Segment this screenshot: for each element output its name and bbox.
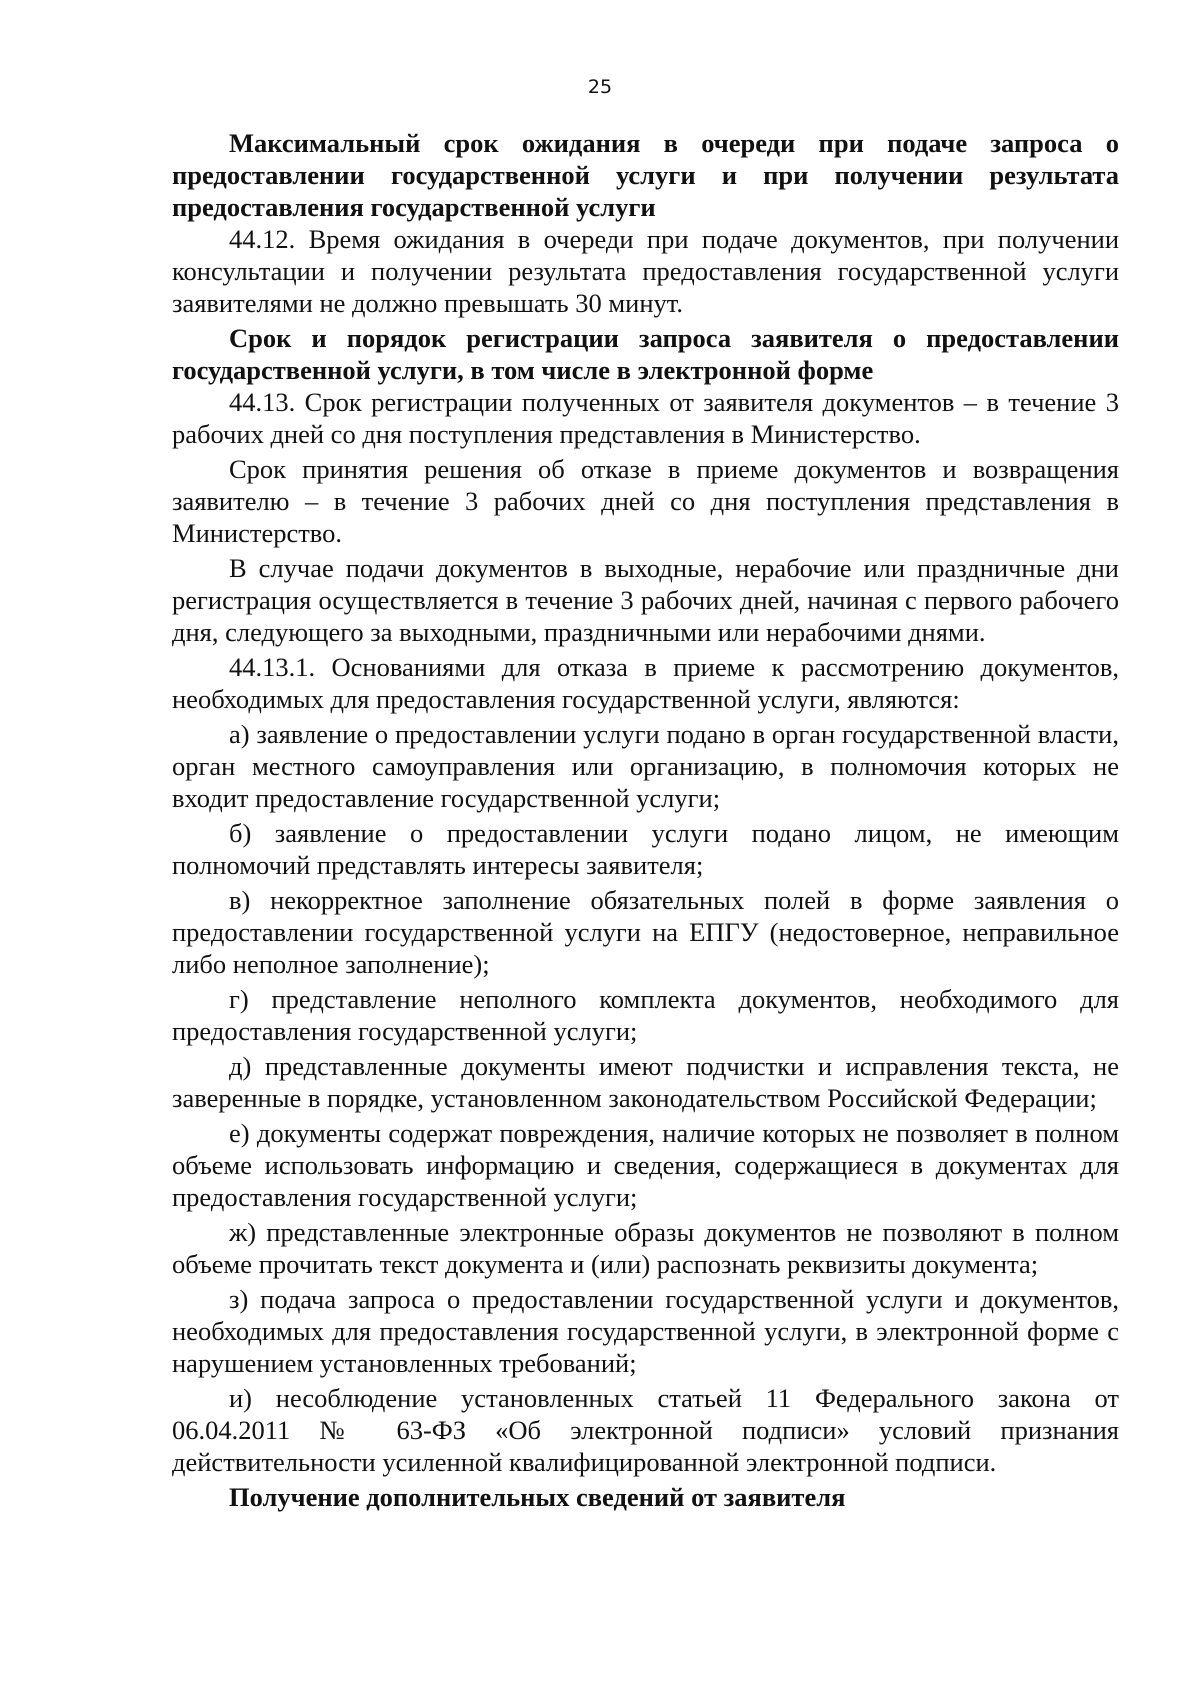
page-number: 25 bbox=[587, 76, 613, 98]
paragraph-44-12: 44.12. Время ожидания в очереди при подаче документов, при получении консультации и получении результата предоставления государственной услуги заявителями не должно превышать 30 минут. bbox=[172, 224, 1119, 318]
list-item-g: г) представление неполного комплекта документов, необходимого для предоставления государственной услуги; bbox=[172, 984, 1119, 1046]
section-heading-registration: Срок и порядок регистрации запроса заявителя о предоставлении государственной услуги, в том числе в электронной форме bbox=[172, 323, 1119, 385]
paragraph-44-13-1: 44.13.1. Основаниями для отказа в приеме к рассмотрению документов, необходимых для предоставления государственной услуги, являются: bbox=[172, 652, 1119, 714]
paragraph-holidays: В случае подачи документов в выходные, нерабочие или праздничные дни регистрация осуществляется в течение 3 рабочих дней, начиная с первого рабочего дня, следующего за выходными, праздничными или нерабочими днями. bbox=[172, 553, 1119, 647]
list-item-i: и) несоблюдение установленных статьей 11 Федерального закона от 06.04.2011 № 63-ФЗ «Об электронной подписи» условий признания действительности усиленной квалифицированной электронной подписи. bbox=[172, 1383, 1119, 1477]
list-item-zh: ж) представленные электронные образы документов не позволяют в полном объеме прочитать текст документа и (или) распознать реквизиты документа; bbox=[172, 1217, 1119, 1279]
section-heading-additional-info: Получение дополнительных сведений от заявителя bbox=[229, 1482, 846, 1512]
list-item-v: в) некорректное заполнение обязательных полей в форме заявления о предоставлении государственной услуги на ЕПГУ (недостоверное, неправильное либо неполное заполнение); bbox=[172, 885, 1119, 979]
paragraph-refusal-term: Срок принятия решения об отказе в приеме документов и возвращения заявителю – в течение 3 рабочих дней со дня поступления представления в Министерство. bbox=[172, 454, 1119, 548]
list-item-z: з) подача запроса о предоставлении государственной услуги и документов, необходимых для предоставления государственной услуги, в электронной форме с нарушением установленных требований; bbox=[172, 1284, 1119, 1378]
list-item-d: д) представленные документы имеют подчистки и исправления текста, не заверенные в порядке, установленном законодательством Российской Федерации; bbox=[172, 1051, 1119, 1113]
paragraph-44-13: 44.13. Срок регистрации полученных от заявителя документов – в течение 3 рабочих дней со дня поступления представления в Министерство. bbox=[172, 387, 1119, 449]
document-body bbox=[172, 127, 1119, 1513]
list-item-a: а) заявление о предоставлении услуги подано в орган государственной власти, орган местного самоуправления или организацию, в полномочия которых не входит предоставление государственной услуги; bbox=[172, 719, 1119, 813]
list-item-e: е) документы содержат повреждения, наличие которых не позволяет в полном объеме использовать информацию и сведения, содержащиеся в документах для предоставления государственной услуги; bbox=[172, 1118, 1119, 1212]
list-item-b: б) заявление о предоставлении услуги подано лицом, не имеющим полномочий представлять интересы заявителя; bbox=[172, 818, 1119, 880]
section-heading-max-wait: Максимальный срок ожидания в очереди при подаче запроса о предоставлении государственной услуги и при получении результата предоставления государственной услуги bbox=[172, 128, 1119, 222]
